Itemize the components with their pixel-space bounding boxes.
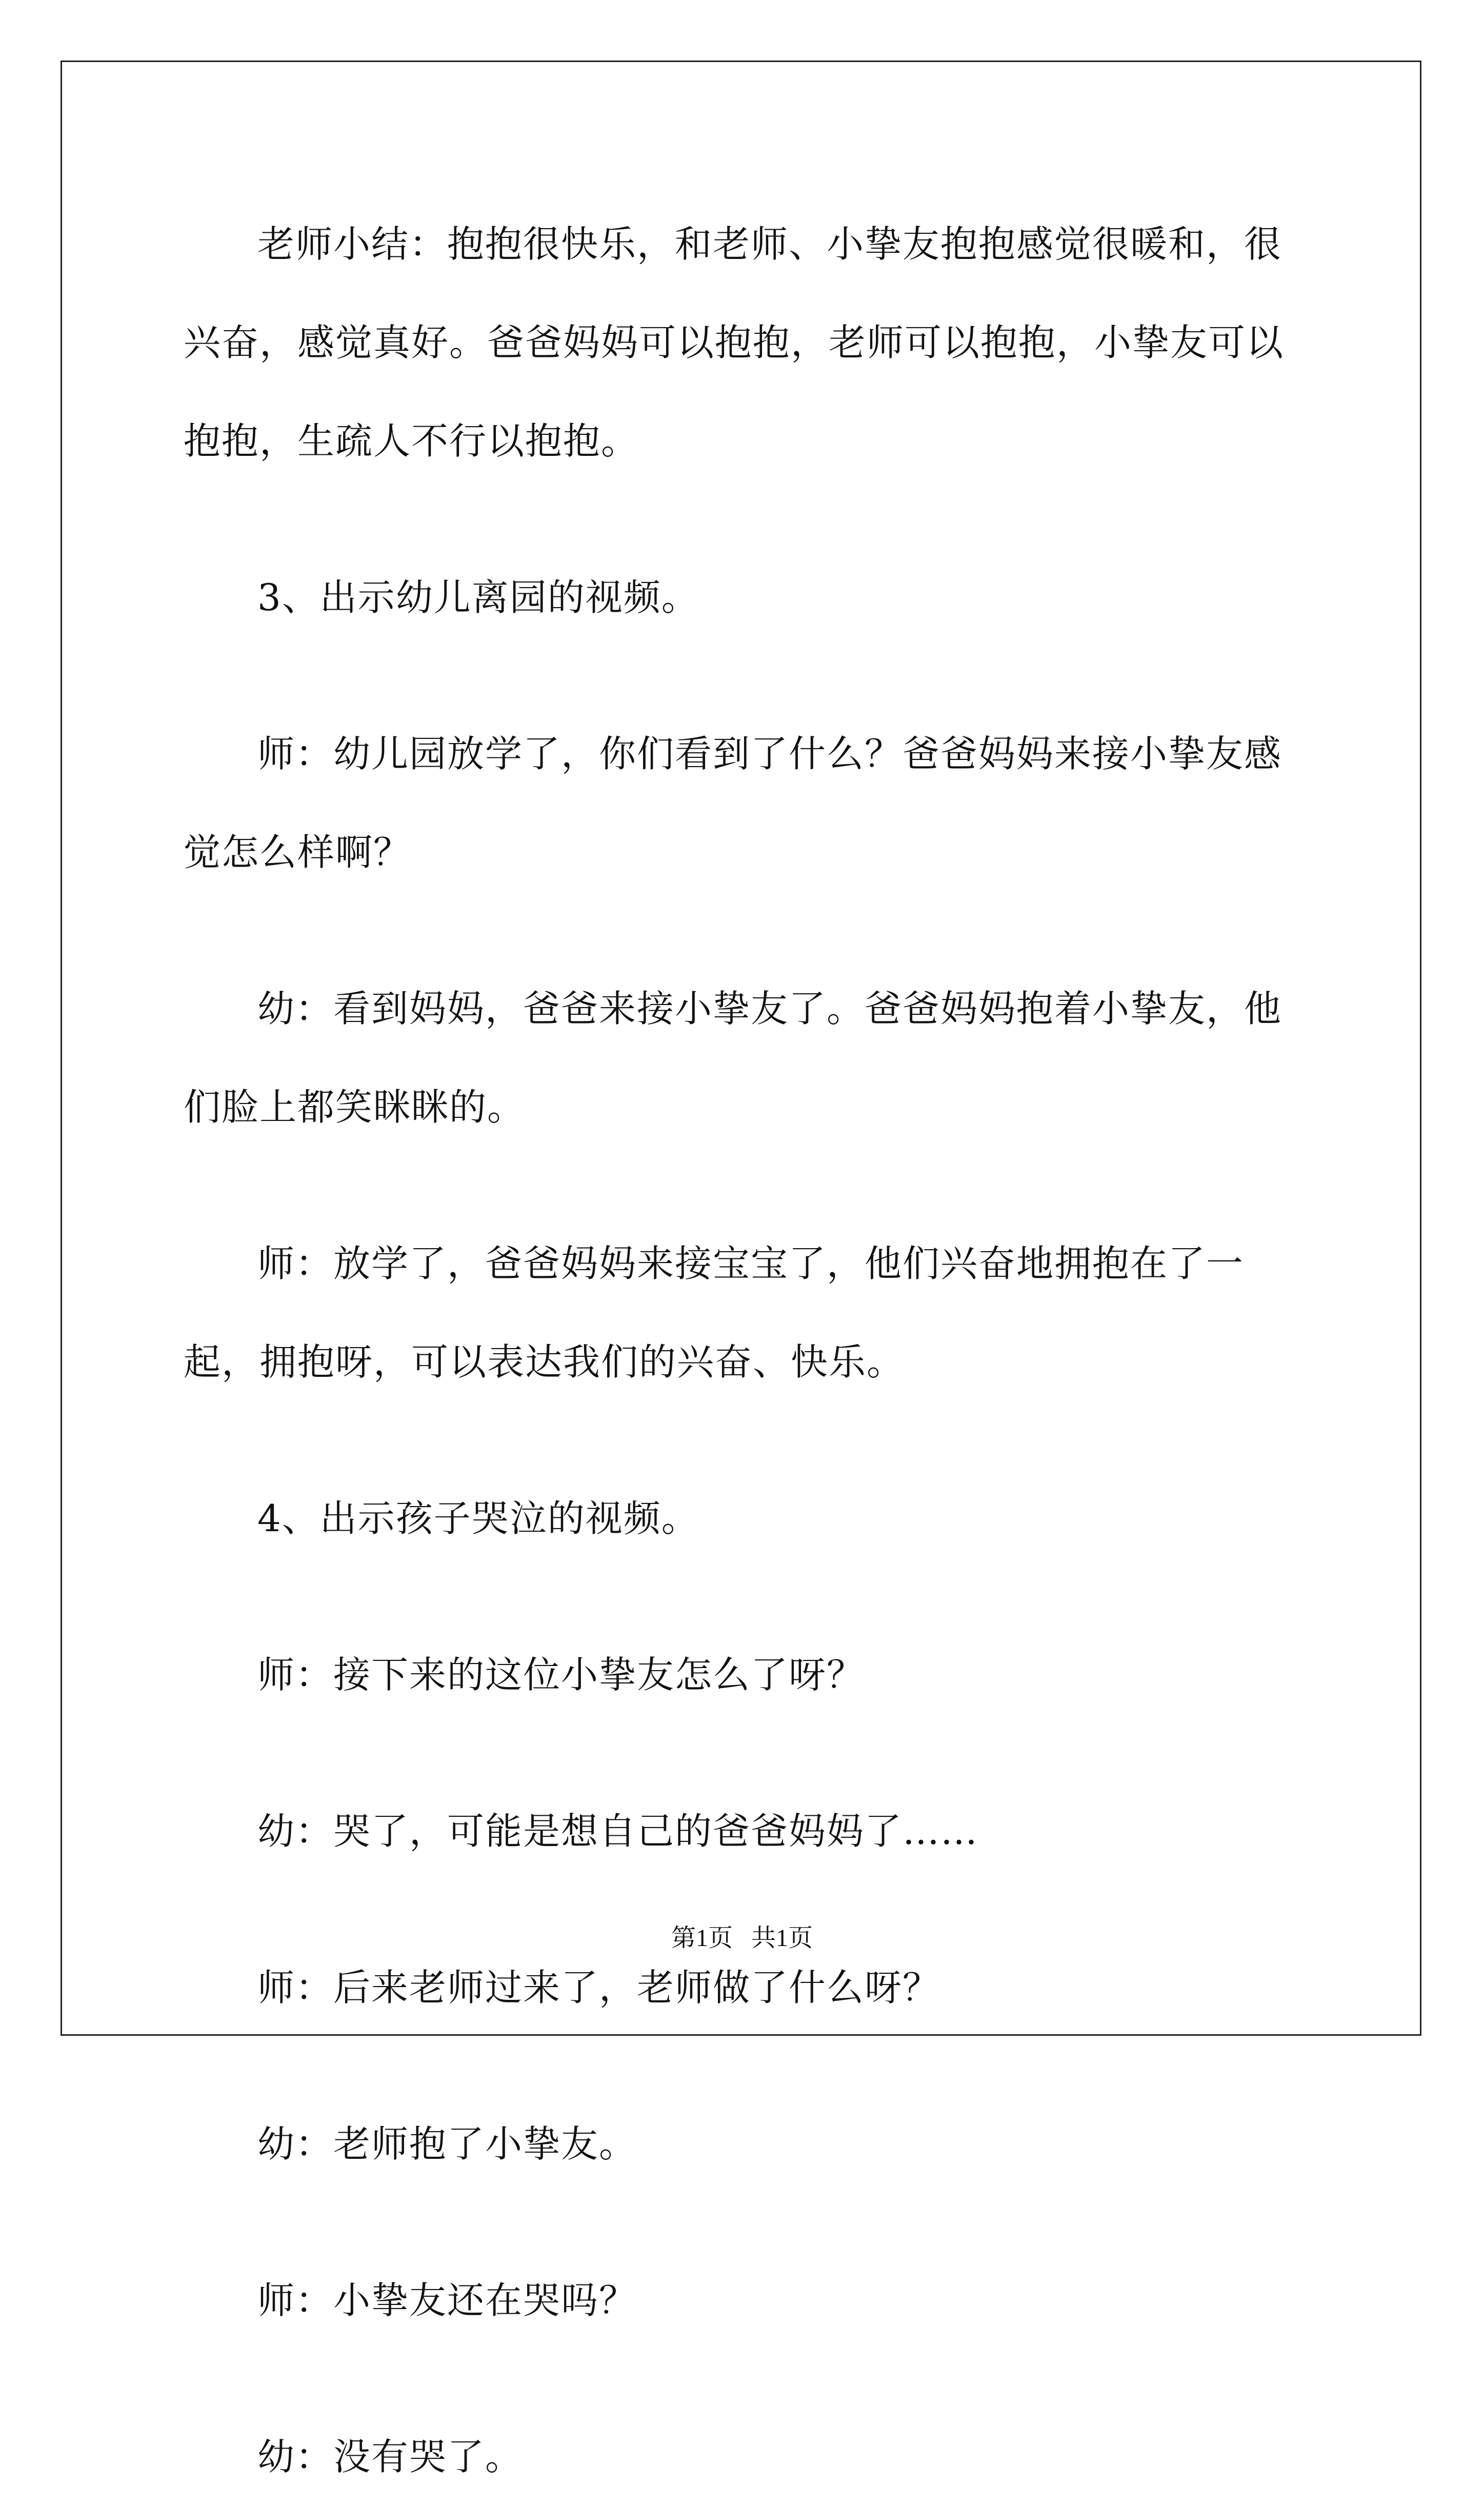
page-number: 第1页 <box>671 1924 733 1952</box>
paragraph-step-3: 3、出示幼儿离园的视频。 <box>257 576 699 619</box>
paragraph-teacher-question-1: 师：幼儿园放学了，你们看到了什么？爸爸妈妈来接小挚友感觉怎么样啊？ <box>184 732 1282 874</box>
paragraph-child-answer-1: 幼：看到妈妈，爸爸来接小挚友了。爸爸妈妈抱着小挚友，他们脸上都笑眯眯的。 <box>184 987 1282 1129</box>
paragraph-child-answer-2: 幼：哭了，可能是想自己的爸爸妈妈了…… <box>257 1810 979 1853</box>
paragraph-teacher-question-3: 师：后来老师过来了，老师做了什么呀？ <box>257 1966 941 2009</box>
document-body <box>184 195 1301 2506</box>
page-total: 共1页 <box>751 1924 813 1952</box>
paragraph-summary: 老师小结：抱抱很快乐，和老师、小挚友抱抱感觉很暖和，很兴奋，感觉真好。爸爸妈妈可以抱抱，老师可以抱抱，小挚友可以抱抱，生疏人不行以抱抱。 <box>184 223 1285 463</box>
paragraph-child-answer-3: 幼：老师抱了小挚友。 <box>257 2122 637 2166</box>
paragraph-teacher-question-2: 师：接下来的这位小挚友怎么了呀？ <box>257 1653 865 1696</box>
paragraph-step-4: 4、出示孩子哭泣的视频。 <box>257 1497 699 1540</box>
paragraph-teacher-question-4: 师：小挚友还在哭吗？ <box>257 2279 637 2322</box>
paragraph-child-answer-4: 幼：没有哭了。 <box>257 2435 524 2478</box>
page-footer <box>0 1923 1484 1954</box>
paragraph-teacher-remark: 师：放学了，爸爸妈妈来接宝宝了，他们兴奋地拥抱在了一起，拥抱呀，可以表达我们的兴奋、快乐。 <box>184 1242 1245 1384</box>
